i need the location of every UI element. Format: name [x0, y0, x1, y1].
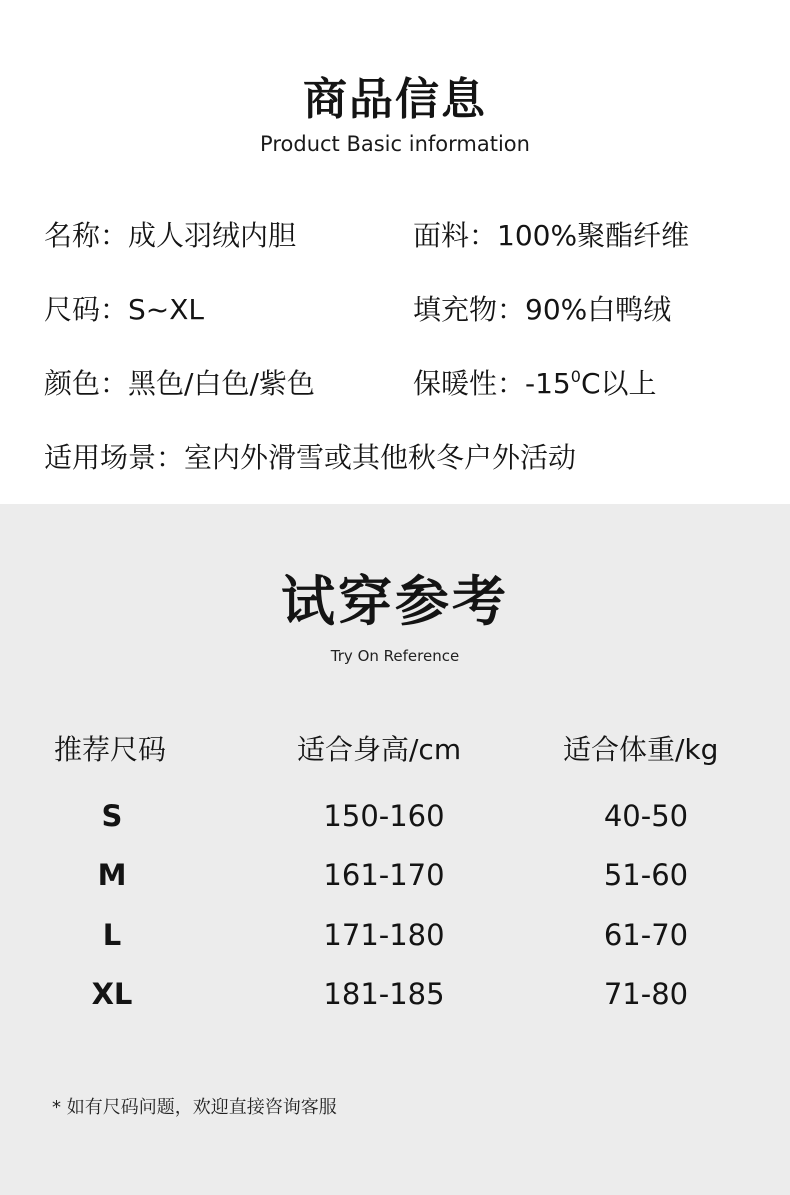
size-table-cell-size: S [101, 799, 123, 833]
spec-name-label: 名称： [44, 219, 129, 252]
spec-warmth-value-number: -15 [525, 367, 571, 400]
spec-warmth-label: 保暖性： [413, 367, 526, 400]
product-info-section [0, 0, 790, 504]
size-table-cell-size: L [102, 918, 122, 952]
spec-warmth-value-unit: C以上 [580, 367, 657, 400]
product-info-subtitle: Product Basic information [260, 132, 530, 156]
spec-fabric [413, 218, 689, 254]
size-table-cell-weight: 61-70 [603, 918, 689, 952]
spec-warmth-degree: 0 [570, 367, 581, 386]
size-table-cell-weight: 71-80 [603, 977, 689, 1011]
spec-warmth-value [525, 367, 656, 400]
spec-size-label: 尺码： [44, 293, 129, 326]
size-table-header-height: 适合身高/cm [297, 733, 462, 766]
spec-name [44, 218, 296, 254]
try-on-subtitle: Try On Reference [330, 647, 460, 665]
spec-warmth [413, 366, 657, 402]
spec-size-value: S~XL [128, 293, 205, 326]
size-table-cell-weight: 51-60 [603, 858, 689, 892]
spec-size [44, 292, 204, 328]
spec-filling-value: 90%白鸭绒 [525, 293, 672, 326]
spec-fabric-value: 100%聚酯纤维 [497, 219, 690, 252]
spec-scene-label: 适用场景： [44, 441, 185, 474]
product-info-title: 商品信息 [303, 74, 487, 125]
size-table-cell-weight: 40-50 [603, 799, 689, 833]
spec-color-value: 黑色/白色/紫色 [128, 367, 315, 400]
size-table-cell-height: 181-185 [323, 977, 445, 1011]
size-table-cell-size: XL [91, 977, 133, 1011]
size-table-cell-height: 150-160 [323, 799, 445, 833]
spec-color [44, 366, 315, 402]
spec-scene-value: 室内外滑雪或其他秋冬户外活动 [184, 441, 577, 474]
spec-scene [44, 440, 576, 476]
size-help-footnote: * 如有尺码问题，欢迎直接咨询客服 [52, 1097, 337, 1118]
size-table-header-weight: 适合体重/kg [563, 733, 719, 766]
try-on-section [0, 504, 790, 1195]
size-table-header-size: 推荐尺码 [54, 733, 167, 766]
try-on-title: 试穿参考 [281, 570, 509, 633]
size-table-cell-height: 171-180 [323, 918, 445, 952]
size-table-cell-size: M [97, 858, 127, 892]
spec-filling-label: 填充物： [413, 293, 526, 326]
spec-name-value: 成人羽绒内胆 [128, 219, 297, 252]
size-table-cell-height: 161-170 [323, 858, 445, 892]
spec-fabric-label: 面料： [413, 219, 498, 252]
spec-filling [413, 292, 671, 328]
spec-color-label: 颜色： [44, 367, 129, 400]
